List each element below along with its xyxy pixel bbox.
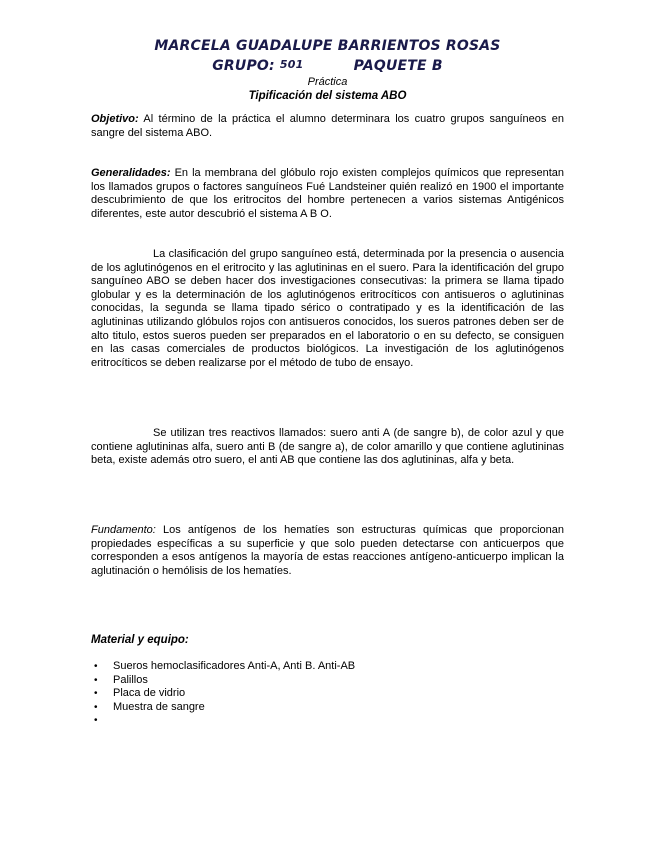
practice-title: Tipificación del sistema ABO <box>248 90 407 102</box>
generalidades-label: Generalidades: <box>91 167 171 179</box>
list-item-text: Placa de vidrio <box>113 687 186 700</box>
list-item <box>91 674 564 688</box>
bullet-icon: • <box>94 688 98 700</box>
objetivo-paragraph <box>91 113 564 140</box>
group-line <box>0 58 655 74</box>
list-item <box>91 714 564 728</box>
fundamento-label: Fundamento: <box>91 524 156 536</box>
list-item-text: Sueros hemoclasificadores Anti-A, Anti B. Anti-AB <box>113 660 356 672</box>
reactivos-paragraph: Se utilizan tres reactivos llamados: suero anti A (de sangre b), de color azul y que contiene aglutininas alfa, suero anti B (de sangre a), de color amarillo y que contiene aglutininas beta, existe además otro suero, el anti AB que contiene las dos aglutininas, alfa y beta. <box>91 427 564 467</box>
generalidades-paragraph <box>91 167 564 221</box>
clasificacion-paragraph: La clasificación del grupo sanguíneo está, determinada por la presencia o ausencia de los aglutinógenos en el eritrocito y las aglutininas en el suero. Para la identificación del grupo sanguíneo ABO se deben hacer dos investigaciones consecutivas: la primera se llama tipado globular y es la determinación de los aglutinógenos eritrocíticos con antisueros o aglutininas conocidas, la segunda se llama tipado sérico o contratipado y es la identificación de las aglutininas utilizando glóbulos rojos con antisueros conocidos, los sueros patrones deben ser de alto titulo, estos sueros pueden ser preparados en el laboratorio o en su defecto, se consiguen en las casas comerciales de productos biológicos. La investigación de los aglutinógenos eritrocíticos se deben realizarse por el método de tubo de ensayo. <box>91 248 564 369</box>
material-title: Material y equipo: <box>91 634 189 646</box>
objetivo-text: Al término de la práctica el alumno determinara los cuatro grupos sanguíneos en sangre del sistema ABO. <box>91 113 564 139</box>
list-item <box>91 701 564 715</box>
list-item <box>91 687 564 701</box>
list-item-text: Palillos <box>113 673 148 686</box>
fundamento-text: Los antígenos de los hematíes son estructuras químicas que proporcionan propiedades específicas a su superficie y que solo pueden detectarse con anticuerpos que corresponden a esos antígenos la mayoría de estas reacciones antígeno-anticuerpo implican la aglutinación o hemólisis de los hematíes. <box>91 524 564 577</box>
bullet-icon: • <box>94 674 98 686</box>
grupo-label: GRUPO: <box>212 58 275 74</box>
generalidades-text: En la membrana del glóbulo rojo existen complejos químicos que representan los llamados grupos o factores sanguíneos Fué Landsteiner quién realizó en 1900 el importante descubrimiento de que los eritrocitos del hombre pertenecen a varios sistemas Antigénicos diferentes, este autor descubrió el sistema A B O. <box>91 167 564 220</box>
list-item <box>91 660 564 674</box>
paquete-label: PAQUETE B <box>353 58 443 74</box>
bullet-icon: • <box>94 701 98 713</box>
fundamento-paragraph <box>91 524 564 578</box>
practica-label: Práctica <box>307 76 348 88</box>
material-list <box>91 660 564 728</box>
objetivo-label: Objetivo: <box>91 113 139 125</box>
bullet-icon: • <box>94 715 98 727</box>
list-item-text: Muestra de sangre <box>113 700 205 713</box>
grupo-number: 501 <box>279 58 304 71</box>
bullet-icon: • <box>94 661 98 672</box>
student-name: MARCELA GUADALUPE BARRIENTOS ROSAS <box>154 38 501 54</box>
